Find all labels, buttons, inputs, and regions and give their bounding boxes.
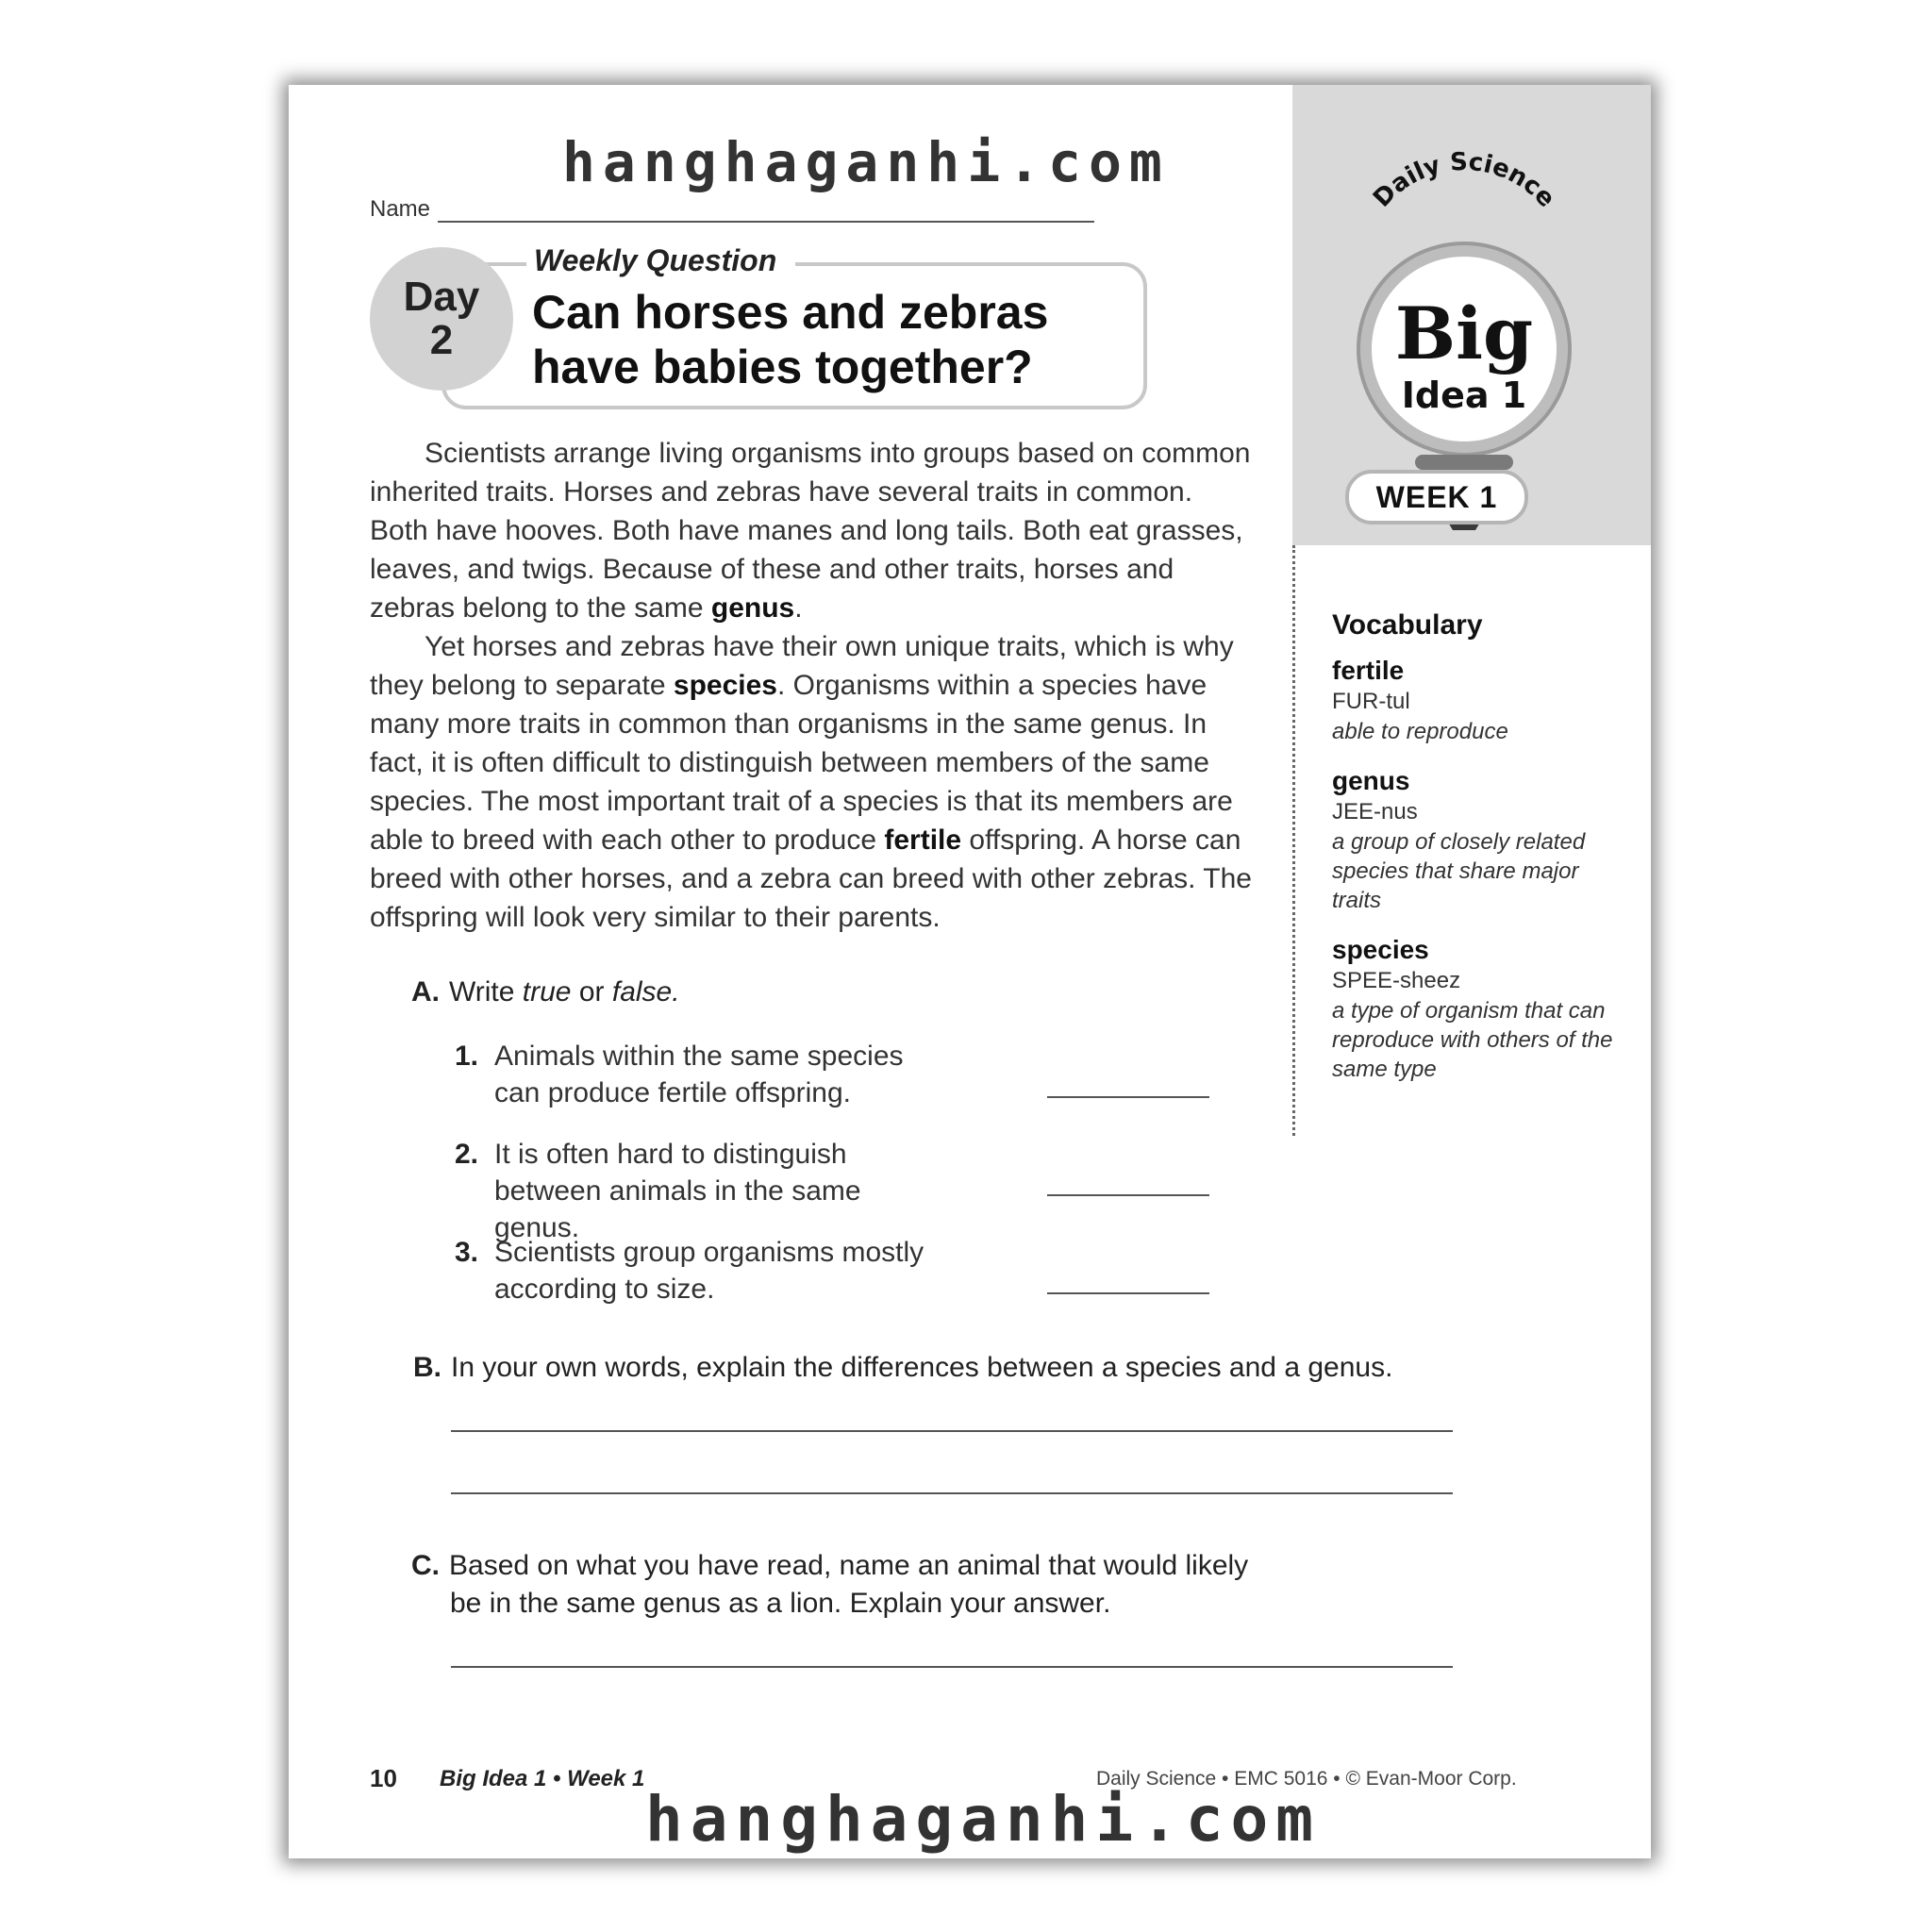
vocab-definition: a type of organism that can reproduce with others of the same type xyxy=(1332,998,1613,1082)
name-underline[interactable] xyxy=(438,200,1094,223)
week-badge: WEEK 1 xyxy=(1345,470,1528,525)
page-number: 10 xyxy=(370,1764,397,1792)
name-label: Name xyxy=(370,196,431,222)
vocab-term: genus xyxy=(1332,766,1410,795)
vocab-entry xyxy=(1332,655,1615,746)
answer-blank-3[interactable] xyxy=(1047,1292,1209,1294)
vocabulary-panel xyxy=(1332,609,1615,1103)
answer-blank-2[interactable] xyxy=(1047,1194,1209,1196)
day-number: 2 xyxy=(429,317,454,363)
answer-line-b-1[interactable] xyxy=(451,1430,1453,1432)
vocab-pronunciation: SPEE-sheez xyxy=(1332,968,1461,993)
passage-paragraph-1: Scientists arrange living organisms into groups based on common inherited traits. Horses and zebras have several traits in common. Both have hooves. Both have manes and long tails. Both eat grasses, leaves, and twigs. Because of these and other traits, horses and zebras belong to the same genus. xyxy=(370,438,1251,624)
question-item: 2. It is often hard to distinguish between animals in the same genus. xyxy=(455,1139,861,1243)
lightbulb-icon xyxy=(1323,151,1606,472)
vocab-pronunciation: JEE-nus xyxy=(1332,799,1418,824)
badge-idea-text: Idea 1 xyxy=(1401,375,1527,416)
question-line-2: have babies together? xyxy=(532,341,1033,393)
weekly-question xyxy=(532,285,1117,394)
day-badge xyxy=(370,247,513,391)
day-label: Day xyxy=(403,274,480,320)
section-a-prompt: A. Write true or false. xyxy=(411,976,680,1008)
answer-line-b-2[interactable] xyxy=(451,1492,1453,1494)
watermark-top: hanghaganhi.com xyxy=(562,130,1170,194)
weekly-question-label: Weekly Question xyxy=(526,243,795,278)
vocab-entry xyxy=(1332,934,1615,1084)
reading-passage xyxy=(370,434,1257,937)
vocabulary-title: Vocabulary xyxy=(1332,609,1483,641)
passage-paragraph-2: Yet horses and zebras have their own unique traits, which is why they belong to separate species. Organisms within a species have many more traits in common than organisms in the same genus. In fact, it is often difficult to distinguish between members of the same species. The most important trait of a species is that its members are able to breed with each other to produce fertile offspring. A horse can breed with other horses, and a zebra can breed with other zebras. The offspring will look very similar to their parents. xyxy=(370,631,1252,933)
section-c-prompt: C. Based on what you have read, name an animal that would likely be in the same genus as a lion. Explain your answer. xyxy=(411,1550,1249,1619)
watermark-bottom: hanghaganhi.com xyxy=(645,1783,1322,1856)
question-line-1: Can horses and zebras xyxy=(532,286,1049,339)
worksheet-page xyxy=(289,85,1651,1858)
answer-blank-1[interactable] xyxy=(1047,1096,1209,1098)
section-b-prompt: B. In your own words, explain the differences between a species and a genus. xyxy=(413,1352,1393,1383)
question-item: 1. Animals within the same species can produce fertile offspring. xyxy=(455,1041,904,1108)
badge-arc-text: Daily Science xyxy=(1368,151,1561,213)
vocab-definition: a group of closely related species that share major traits xyxy=(1332,829,1586,913)
vocab-definition: able to reproduce xyxy=(1332,719,1508,744)
footer-subtitle: Big Idea 1 • Week 1 xyxy=(440,1766,645,1791)
name-field[interactable] xyxy=(370,196,1094,223)
vocab-entry xyxy=(1332,765,1615,915)
question-item: 3. Scientists group organisms mostly according to size. xyxy=(455,1237,924,1305)
vocab-pronunciation: FUR-tul xyxy=(1332,689,1410,714)
badge-big-text: Big xyxy=(1394,291,1534,375)
footer-copyright: Daily Science • EMC 5016 • © Evan-Moor Corp. xyxy=(1096,1768,1517,1790)
answer-line-c-1[interactable] xyxy=(451,1666,1453,1668)
vocab-term: species xyxy=(1332,935,1429,964)
sidebar-divider xyxy=(1292,545,1295,1136)
vocab-term: fertile xyxy=(1332,656,1405,685)
